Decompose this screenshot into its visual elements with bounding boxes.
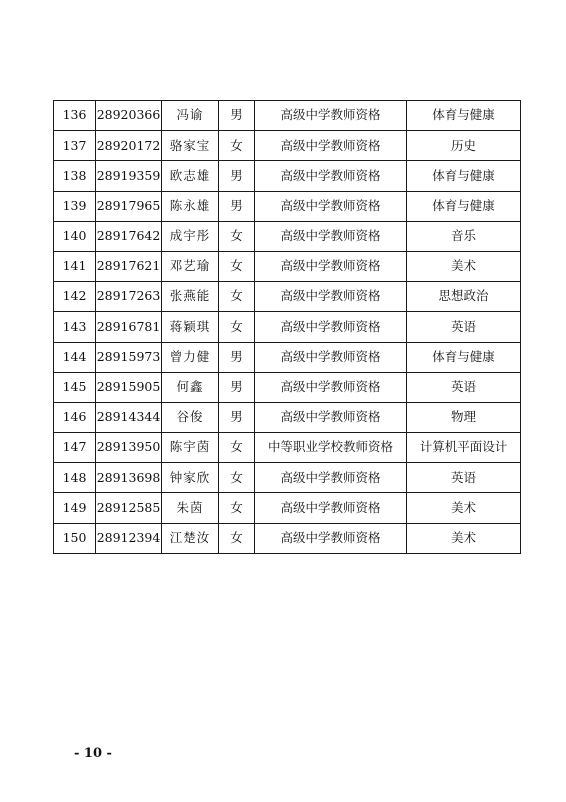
row-number-cell: 136 (54, 101, 96, 131)
candidate-id-cell: 28912585 (96, 493, 162, 523)
gender-cell: 女 (219, 131, 255, 161)
subject-cell: 体育与健康 (407, 161, 521, 191)
table-row (54, 251, 521, 281)
subject-cell: 计算机平面设计 (407, 433, 521, 463)
candidate-id-cell: 28920366 (96, 101, 162, 131)
row-number-cell: 148 (54, 463, 96, 493)
name-cell: 曾力健 (162, 342, 219, 372)
subject-cell: 思想政治 (407, 282, 521, 312)
table-row (54, 372, 521, 402)
gender-cell: 女 (219, 433, 255, 463)
gender-cell: 女 (219, 221, 255, 251)
qualification-type-cell: 中等职业学校教师资格 (255, 433, 407, 463)
name-cell: 钟家欣 (162, 463, 219, 493)
name-cell: 张燕能 (162, 282, 219, 312)
candidate-id-cell: 28917621 (96, 251, 162, 281)
qualification-type-cell: 高级中学教师资格 (255, 161, 407, 191)
name-cell: 成宇彤 (162, 221, 219, 251)
name-cell: 骆家宝 (162, 131, 219, 161)
qualification-type-cell: 高级中学教师资格 (255, 101, 407, 131)
name-cell: 欧志雄 (162, 161, 219, 191)
table-row (54, 191, 521, 221)
subject-cell: 美术 (407, 493, 521, 523)
gender-cell: 女 (219, 282, 255, 312)
row-number-cell: 139 (54, 191, 96, 221)
table-body (54, 101, 521, 554)
candidate-id-cell: 28912394 (96, 523, 162, 553)
gender-cell: 女 (219, 463, 255, 493)
qualification-type-cell: 高级中学教师资格 (255, 251, 407, 281)
qualification-type-cell: 高级中学教师资格 (255, 402, 407, 432)
candidate-id-cell: 28920172 (96, 131, 162, 161)
name-cell: 陈永雄 (162, 191, 219, 221)
subject-cell: 历史 (407, 131, 521, 161)
table-row (54, 493, 521, 523)
row-number-cell: 150 (54, 523, 96, 553)
gender-cell: 女 (219, 493, 255, 523)
candidate-id-cell: 28917263 (96, 282, 162, 312)
subject-cell: 物理 (407, 402, 521, 432)
subject-cell: 体育与健康 (407, 342, 521, 372)
table-row (54, 282, 521, 312)
candidate-id-cell: 28917642 (96, 221, 162, 251)
subject-cell: 美术 (407, 251, 521, 281)
qualification-type-cell: 高级中学教师资格 (255, 523, 407, 553)
row-number-cell: 140 (54, 221, 96, 251)
row-number-cell: 138 (54, 161, 96, 191)
table-row (54, 463, 521, 493)
subject-cell: 体育与健康 (407, 101, 521, 131)
qualification-type-cell: 高级中学教师资格 (255, 342, 407, 372)
candidate-id-cell: 28916781 (96, 312, 162, 342)
table-row (54, 221, 521, 251)
gender-cell: 男 (219, 372, 255, 402)
gender-cell: 男 (219, 191, 255, 221)
gender-cell: 女 (219, 523, 255, 553)
row-number-cell: 143 (54, 312, 96, 342)
table-row (54, 433, 521, 463)
qualification-type-cell: 高级中学教师资格 (255, 372, 407, 402)
table-row (54, 161, 521, 191)
row-number-cell: 146 (54, 402, 96, 432)
subject-cell: 英语 (407, 372, 521, 402)
name-cell: 蒋颖琪 (162, 312, 219, 342)
candidate-id-cell: 28919359 (96, 161, 162, 191)
subject-cell: 音乐 (407, 221, 521, 251)
candidate-id-cell: 28913950 (96, 433, 162, 463)
subject-cell: 美术 (407, 523, 521, 553)
gender-cell: 男 (219, 161, 255, 191)
table-row (54, 523, 521, 553)
row-number-cell: 147 (54, 433, 96, 463)
name-cell: 江楚汝 (162, 523, 219, 553)
qualification-type-cell: 高级中学教师资格 (255, 493, 407, 523)
name-cell: 冯谕 (162, 101, 219, 131)
candidate-id-cell: 28917965 (96, 191, 162, 221)
name-cell: 邓艺瑜 (162, 251, 219, 281)
row-number-cell: 149 (54, 493, 96, 523)
table-row (54, 312, 521, 342)
qualification-type-cell: 高级中学教师资格 (255, 191, 407, 221)
candidate-id-cell: 28914344 (96, 402, 162, 432)
candidate-id-cell: 28915905 (96, 372, 162, 402)
subject-cell: 英语 (407, 312, 521, 342)
qualification-type-cell: 高级中学教师资格 (255, 463, 407, 493)
subject-cell: 英语 (407, 463, 521, 493)
candidate-id-cell: 28915973 (96, 342, 162, 372)
subject-cell: 体育与健康 (407, 191, 521, 221)
qualification-type-cell: 高级中学教师资格 (255, 282, 407, 312)
qualification-type-cell: 高级中学教师资格 (255, 221, 407, 251)
row-number-cell: 145 (54, 372, 96, 402)
name-cell: 谷俊 (162, 402, 219, 432)
gender-cell: 男 (219, 402, 255, 432)
row-number-cell: 144 (54, 342, 96, 372)
name-cell: 陈宇茵 (162, 433, 219, 463)
gender-cell: 男 (219, 342, 255, 372)
row-number-cell: 141 (54, 251, 96, 281)
gender-cell: 女 (219, 312, 255, 342)
qualification-type-cell: 高级中学教师资格 (255, 312, 407, 342)
name-cell: 何鑫 (162, 372, 219, 402)
table-row (54, 131, 521, 161)
gender-cell: 男 (219, 101, 255, 131)
table-row (54, 101, 521, 131)
qualification-type-cell: 高级中学教师资格 (255, 131, 407, 161)
page-number: - 10 - (74, 746, 112, 761)
name-cell: 朱茵 (162, 493, 219, 523)
table-row (54, 342, 521, 372)
candidate-id-cell: 28913698 (96, 463, 162, 493)
teacher-qualification-table (53, 100, 521, 554)
gender-cell: 女 (219, 251, 255, 281)
row-number-cell: 142 (54, 282, 96, 312)
row-number-cell: 137 (54, 131, 96, 161)
table-row (54, 402, 521, 432)
